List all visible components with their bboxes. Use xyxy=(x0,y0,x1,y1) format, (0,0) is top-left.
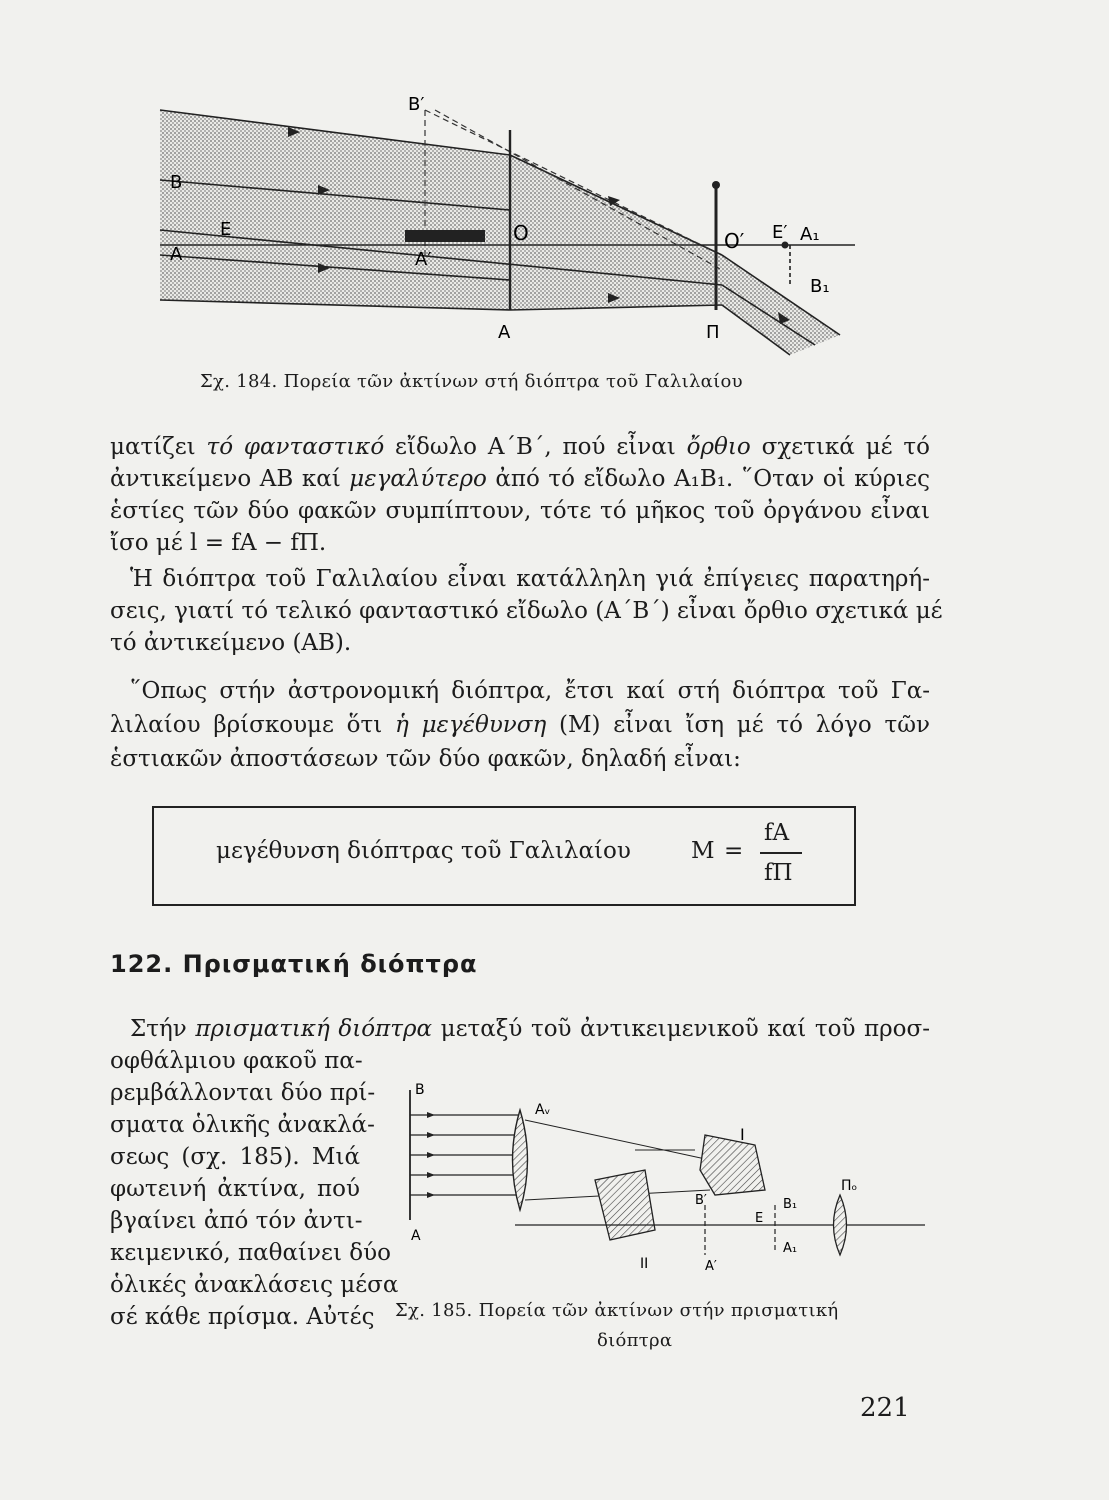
paragraph1-line3: ἑστίες τῶν δύο φακῶν συμπίπτουν, τότε τό μῆκος τοῦ ὀργάνου εἶναι xyxy=(110,498,930,524)
section-line: σεως (σχ. 185). Μιά xyxy=(110,1144,360,1170)
label-o: O xyxy=(513,221,529,245)
label-a: A xyxy=(170,244,183,265)
section-line: σματα ὁλικῆς ἀνακλά- xyxy=(110,1112,375,1138)
figure-184-caption: Σχ. 184. Πορεία τῶν ἀκτίνων στή διόπτρα τοῦ Γαλιλαίου xyxy=(200,371,743,392)
label-pi-o: Πₒ xyxy=(841,1178,858,1194)
prismatic-binocular-diagram xyxy=(395,1080,935,1280)
label-a1: A₁ xyxy=(783,1241,798,1256)
label-b1: B₁ xyxy=(783,1197,798,1212)
magnification-formula-box xyxy=(152,806,856,906)
label-e-prime: E′ xyxy=(772,222,788,243)
paragraph1-line4: ἴσο μέ l = fA − fΠ. xyxy=(110,530,327,556)
paragraph1-line2: ἀντικείμενο AB καί μεγαλύτερο ἀπό τό εἴδωλο A₁B₁. ῞Οταν οἱ κύριες xyxy=(110,466,930,492)
formula-symbol: M xyxy=(691,838,715,864)
label-a: A xyxy=(411,1228,421,1244)
galilean-telescope-diagram xyxy=(150,80,880,380)
label-a-bottom: A xyxy=(498,322,511,343)
figure-184 xyxy=(150,80,880,380)
label-b: B xyxy=(415,1082,425,1098)
label-b1: B₁ xyxy=(810,276,830,297)
figure-185 xyxy=(395,1080,935,1280)
label-a-prime: A′ xyxy=(705,1259,717,1274)
section-line: βγαίνει ἀπό τόν ἀντι- xyxy=(110,1208,363,1234)
label-pi: Π xyxy=(706,322,720,343)
label-b-prime: B′ xyxy=(408,94,425,115)
formula-equals: = xyxy=(724,838,744,864)
fraction-bar xyxy=(760,852,802,854)
section-line: φωτεινή ἀκτίνα, πού xyxy=(110,1176,360,1202)
label-a-prime: A′ xyxy=(415,249,432,270)
paragraph3-line3: ἑστιακῶν ἀποστάσεων τῶν δύο φακῶν, δηλαδή εἶναι: xyxy=(110,746,741,772)
label-e: E xyxy=(220,219,232,240)
label-e: E xyxy=(755,1211,764,1226)
label-b-prime: B′ xyxy=(695,1193,707,1208)
label-prism-ii: II xyxy=(640,1256,649,1272)
figure-185-caption-line1: Σχ. 185. Πορεία τῶν ἀκτίνων στήν πρισματική xyxy=(395,1300,839,1321)
section-line1: Στήν πρισματική διόπτρα μεταξύ τοῦ ἀντικειμενικοῦ καί τοῦ προσ- xyxy=(130,1016,931,1042)
label-a-v: Aᵥ xyxy=(535,1102,551,1118)
section-title: 122. Πρισματική διόπτρα xyxy=(110,950,478,978)
section-line: οφθάλμιου φακοῦ πα- xyxy=(110,1048,363,1074)
paragraph2-line3: τό ἀντικείμενο (AB). xyxy=(110,630,352,656)
figure-185-caption-line2: διόπτρα xyxy=(597,1330,673,1351)
formula-numerator: fA xyxy=(764,820,790,846)
paragraph2-line2: σεις, γιατί τό τελικό φανταστικό εἴδωλο (A΄B΄) εἶναι ὄρθιο σχετικά μέ xyxy=(110,598,943,624)
paragraph3-line2: λιλαίου βρίσκουμε ὅτι ἡ μεγέθυνση (M) εἶναι ἴση μέ τό λόγο τῶν xyxy=(110,712,930,738)
label-prism-i: I xyxy=(740,1125,745,1144)
formula-denominator: fΠ xyxy=(764,860,793,886)
page-number: 221 xyxy=(860,1393,910,1423)
paragraph2-line1: Ἡ διόπτρα τοῦ Γαλιλαίου εἶναι κατάλληλη γιά ἐπίγειες παρατηρή- xyxy=(130,566,930,592)
paragraph3-line1: ῞Οπως στήν ἀστρονομική διόπτρα, ἔτσι καί στή διόπτρα τοῦ Γα- xyxy=(130,678,930,704)
label-a1: A₁ xyxy=(800,224,820,245)
formula-label: μεγέθυνση διόπτρας τοῦ Γαλιλαίου xyxy=(216,838,631,864)
label-b: B xyxy=(170,172,183,193)
paragraph1-line1: ματίζει τό φανταστικό εἴδωλο A΄B΄, πού εἶναι ὄρθιο σχετικά μέ τό xyxy=(110,434,930,460)
eyepiece-beam-shading xyxy=(722,255,840,355)
section-line: κειμενικό, παθαίνει δύο xyxy=(110,1240,391,1266)
section-line: ὁλικές ἀνακλάσεις μέσα xyxy=(110,1272,399,1298)
section-line: σέ κάθε πρίσμα. Αὐτές xyxy=(110,1304,375,1330)
label-o-prime: O′ xyxy=(724,229,745,253)
section-line: ρεμβάλλονται δύο πρί- xyxy=(110,1080,376,1106)
